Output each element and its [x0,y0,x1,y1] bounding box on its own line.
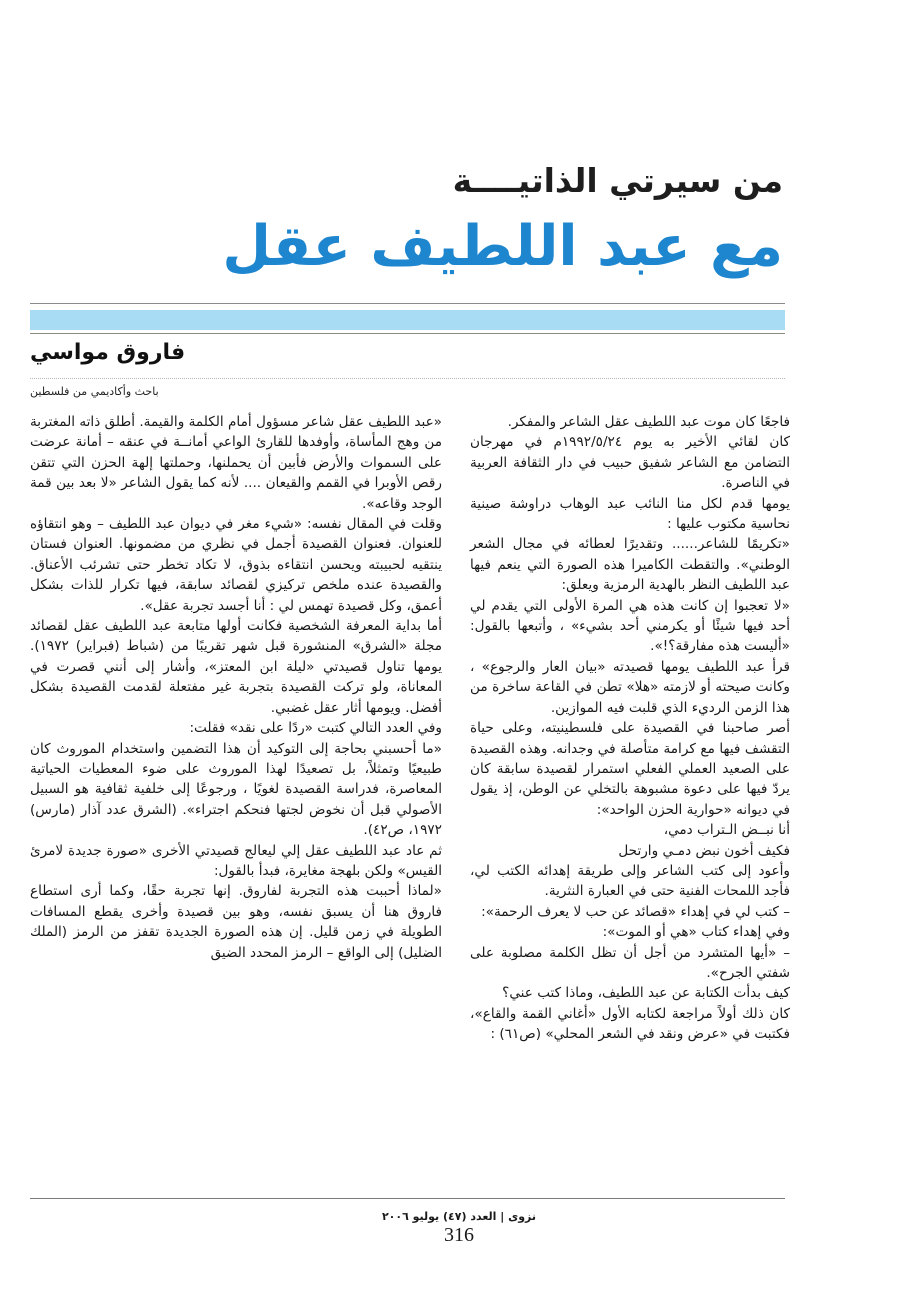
paragraph: قرأ عبد اللطيف يومها قصيدته «بيان العار والرجوع» ، وكانت صيحته أو لازمته «هلا» تطن في القاعة ساخرة من هذا الزمن الرديء الذي قلبت فيه الموازين. [470,658,790,716]
paragraph: كان ذلك أولاً مراجعة لكتابه الأول «أغاني القمة والقاع»، فكتبت في «عرض ونقد في الشعر المحلي» (ص٦١) : [470,1005,790,1043]
footer-issue-info: نزوى | العدد (٤٧) يوليو ٢٠٠٦ [381,1210,537,1223]
paragraph: ثم عاد عبد اللطيف عقل إلي ليعالج قصيدتي الأخرى «صورة جديدة لامرئ القيس» ولكن بلهجة مغايرة، فبدأ بالقول: [30,842,442,879]
paragraph: «عبد اللطيف عقل شاعر مسؤول أمام الكلمة والقيمة. أطلق ذاته المغتربة من وهج المأساة، وأوفدها للقارئ الواعي أمانــة في عنقه – أمانة عرضت على السموات والأرض فأبين أن يحملنها، وحملتها إلهة الحزن التي تتقن رقص الأوبرا في القمم والقيعان .... لأنه كما يقول الشاعر «لا بعد بين قمة الوجد وقاعه». [30,414,442,512]
author-divider [30,378,785,380]
paragraph: فاجعًا كان موت عبد اللطيف عقل الشاعر والمفكر. [507,414,790,430]
paragraph: «تكريمًا للشاعر...... وتقديرًا لعطائه في مجال الشعر الوطني». والتقطت الكاميرا هذه الصورة التي ينعم فيها عبد اللطيف النظر بالهدية الرمزية ويعلق: [470,536,790,594]
author-affiliation: باحث وأكاديمي من فلسطين [30,385,159,398]
verse-line: فكيف أخون نبض دمـي وارتحل [618,842,790,859]
article-header [222,155,783,287]
footer-rule [30,1198,785,1199]
paragraph: «لماذا أحببت هذه التجربة لفاروق. إنها تجربة حقًا، وكما أرى استطاع فاروق هنا أن يسبق نفسه، وهو بين قصيدة وأخرى يقطع المسافات الطويلة في زمن قليل. إن هذه الصورة الجديدة تقفز من الرمز (الملك الضليل) إلى الواقع – الرمز المحدد الضيق [30,883,442,961]
header-rule-bottom [30,333,785,334]
article-title: مع عبد اللطيف عقل [222,214,783,279]
text-column-left [30,412,442,963]
paragraph: وفي إهداء كتاب «هي أو الموت»: [602,924,790,941]
paragraph: كان لقائي الأخير به يوم ١٩٩٢/٥/٢٤م في مهرجان التضامن مع الشاعر شفيق حبيب في دار الثقافة العربية في الناصرة. [470,434,790,492]
paragraph: وأعود إلى كتب الشاعر وإلى طريقة إهدائه الكتب لي، فأجد اللمحات الفنية حتى في العبارة النثرية. [470,862,790,900]
paragraph: – «أيها المتشرد من أجل أن تظل الكلمة مصلوبة على شفتي الجرح». [470,944,790,981]
paragraph: «ما أحسبني بحاجة إلى التوكيد أن هذا التضمين واستخدام الموروث كان طبيعيًا وتمثلاً، بل تصعيدًا لهذا الموروث على ضوء المعطيات الحياتية المعاصرة، فدراسة القصيدة لغويًا ، ورجوعًا إلى خلفية ثقافية هو السبيل الأصولي قبل أن نخوض لجتها فنحكم اجتراء». (الشرق عدد آذار (مارس) ١٩٧٢، ص٤٢). [30,740,442,839]
paragraph: يومها قدم لكل منا النائب عبد الوهاب دراوشة صينية نحاسية مكتوب عليها : [470,495,790,533]
paragraph: – كتب لي في إهداء «قصائد عن حب لا يعرف الرحمة»: [481,903,790,920]
paragraph: وفي العدد التالي كتبت «ردًا على نقد» فقلت: [189,720,442,737]
author-name: فاروق مواسي [30,340,186,365]
text-column-right [470,412,790,1045]
paragraph: «لا تعجبوا إن كانت هذه هي المرة الأولى التي يقدم لي أحد فيها شيئًا أو يكرمني أحد بشيء» ، وأتبعها بالقول: «أليست هذه مفارقة؟!». [470,597,790,655]
paragraph: أما بداية المعرفة الشخصية فكانت أولها متابعة عبد اللطيف عقل لقصائد مجلة «الشرق» المنشورة قبل شهر تقريبًا من (شباط (فبراير) ١٩٧٢). يومها تناول قصيدتي «ليلة ابن المعتز»، وأشار إلى أنني قصرت في المعاناة، ولو تركت القصيدة بتجربة غير مفتعلة لقدمت القصيدة بشكل أفضل. ويومها أثار عقل غضبي. [30,618,442,716]
verse-line: أنا نبــض الـتراب دمي، [663,822,790,839]
paragraph: وقلت في المقال نفسه: «شيء مغر في ديوان عبد اللطيف – وهو انتقاؤه للعنوان. فعنوان القصيدة أجمل في نظري من مضمونها. العنوان فستان ينتقيه لحبيبته ويحسن انتقاءه بذوق، لا تكاد تخطر حتى تشرئب الأعناق. والقصيدة عنده ملخص تركيزي لقصائد سابقة، فيها تكرار للذات بشكل أعمق، وكل قصيدة تهمس لي : أنا أجسد تجربة عقل». [30,516,442,614]
header-rule-top [30,303,785,304]
paragraph: أصر صاحبنا في القصيدة على فلسطينيته، وعلى حياة التقشف فيها مع كرامة متأصلة في وجدانه. وهذه القصيدة على الصعيد العملي الفعلي استمرار لقصيدة سابقة كان يردّ فيها على دعوة مشبوهة بالتخلي عن الوطن، إذ يقول في ديوانه «حوارية الحزن الواحد»: [470,720,790,818]
paragraph: كيف بدأت الكتابة عن عبد اللطيف، وماذا كتب عني؟ [502,985,790,1002]
article-supertitle: من سيرتي الذاتيــــة [452,161,783,200]
page-number: 316 [444,1224,474,1246]
header-color-band [30,310,785,330]
